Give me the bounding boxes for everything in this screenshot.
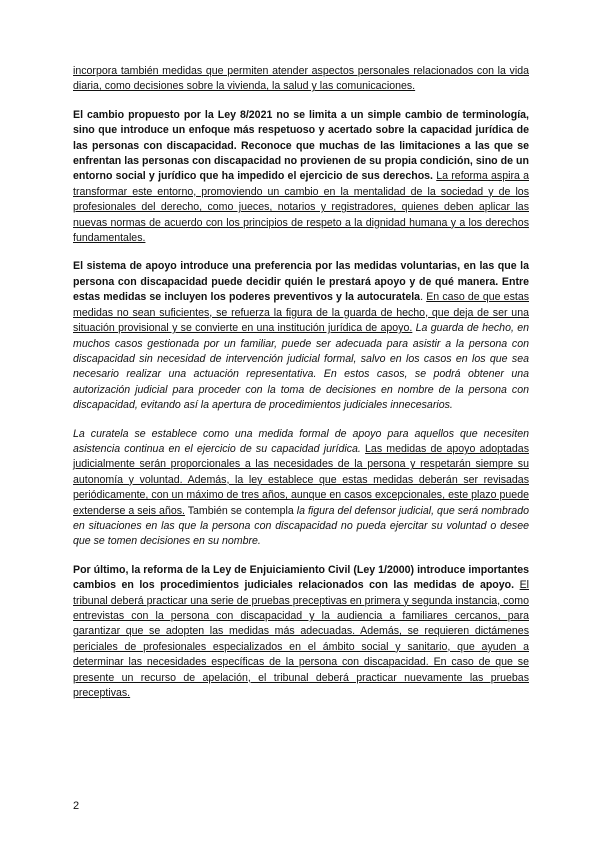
text-run: incorpora también medidas que permiten atender aspectos personales relacionados con la vida diaria, como decisiones sobre la vivienda, la salud y las comunicaciones. (73, 65, 529, 93)
paragraph-sistema-de-apoyo (73, 259, 529, 413)
text-run: El sistema de apoyo introduce una preferencia por las medidas voluntarias, en las que la persona con discapacidad puede decidir quién le prestará apoyo y de qué manera. Entre estas medidas se incluyen los poderes preventivos y la autocuratela (73, 260, 529, 304)
text-run: El tribunal deberá practicar una serie de pruebas preceptivas en primera y segunda instancia, como entrevistas con la persona con discapacidad y la audiencia a familiares cercanos, para garantizar que se adopten las medidas más adecuadas. Además, se requieren dictámenes periciales de profesionales especializados en el ámbito social y sanitario, que ayuden a determinar las necesidades específicas de la persona con discapacidad. En caso de que se presente un recurso de apelación, el tribunal deberá practicar nuevamente las pruebas preceptivas. (73, 579, 530, 700)
text-run: La guarda de hecho, en muchos casos gestionada por un familiar, puede ser adecuada para asistir a la persona con discapacidad sin necesidad de intervención judicial formal, salvo en los casos en los que sea necesario realizar una actuación representativa. En estos casos, se podrá obtener una autorización judicial para proceder con la toma de decisiones en nombre de la persona con discapacidad, evitando así la apertura de procedimientos judiciales innecesarios. (73, 322, 529, 412)
text-run: Por último, la reforma de la Ley de Enjuiciamiento Civil (Ley 1/2000) introduce importantes cambios en los procedimientos judiciales relacionados con las medidas de apoyo. (73, 563, 529, 592)
paragraph-ley-8-2021 (73, 108, 529, 247)
paragraph-continuation (73, 64, 529, 95)
text-run: En caso de que estas medidas no sean suficientes, se refuerza la figura de la guarda de hecho, que deja de ser una situación provisional y se convierte en una institución jurídica de apoyo. (73, 291, 530, 335)
text-run: También se contempla (184, 504, 297, 517)
text-run: Las medidas de apoyo adoptadas judicialmente serán proporcionales a las necesidades de la persona y respetarán siempre su autonomía y voluntad. Además, la ley establece que estas medidas deberán ser revisadas periódicamente, con un máximo de tres años, aunque en casos excepcionales, este plazo puede extenderse a seis años. (73, 442, 529, 517)
paragraph-curatela (73, 427, 529, 550)
paragraph-enjuiciamiento-civil (73, 563, 529, 702)
text-run: la figura del defensor judicial, que será nombrado en situaciones en las que la persona con discapacidad no pueda ejercitar su voluntad o desee que se tomen decisiones en su nombre. (73, 504, 529, 548)
text-run: La curatela se establece como una medida formal de apoyo para aquellos que necesiten asistencia continua en el ejercicio de su capacidad jurídica. (73, 427, 529, 455)
text-run: La reforma aspira a transformar este entorno, promoviendo un cambio en la mentalidad de la sociedad y de los profesionales del derecho, como jueces, notarios y registradores, quienes deben aplicar las nuevas normas de acuerdo con los principios de respeto a la dignidad humana y a los derechos fundamentales. (73, 170, 529, 245)
text-run: . (420, 291, 427, 304)
page-number: 2 (73, 800, 80, 812)
document-body (73, 64, 529, 714)
text-run: El cambio propuesto por la Ley 8/2021 no se limita a un simple cambio de terminología, sino que introduce un enfoque más respetuoso y acertado sobre la capacidad jurídica de las personas con discapacidad. Reconoce que muchas de las limitaciones a las que se enfrentan las personas con discapacidad no provienen de su propia condición, sino de un entorno social y jurídico que ha impedido el ejercicio de sus derechos. (73, 108, 529, 183)
